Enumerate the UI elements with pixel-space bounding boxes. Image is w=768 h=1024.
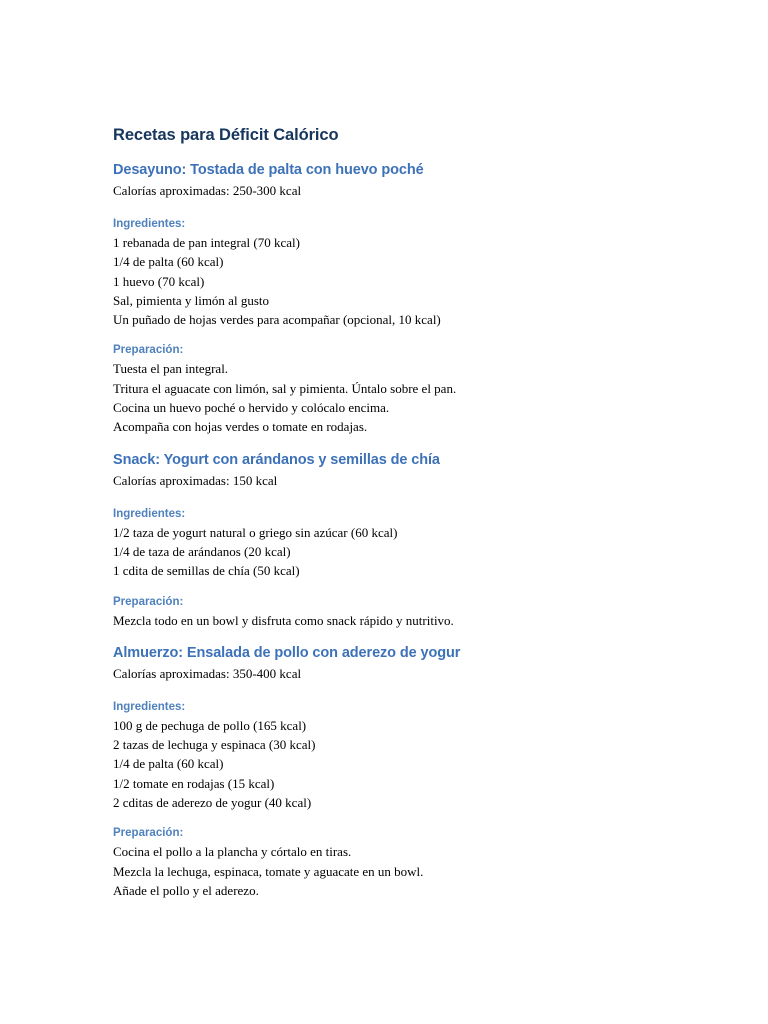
recipe-heading: Snack: Yogurt con arándanos y semillas de chía — [113, 451, 440, 468]
recipe-snack — [113, 449, 673, 630]
ingredient-item: 1/2 taza de yogurt natural o griego sin azúcar (60 kcal) — [113, 524, 398, 540]
recipe-calories: Calorías aproximadas: 150 kcal — [113, 472, 278, 488]
preparation-step: Tuesta el pan integral. — [113, 361, 229, 377]
recipe-lunch — [113, 642, 673, 900]
ingredient-item: 1 rebanada de pan integral (70 kcal) — [113, 235, 300, 250]
preparation-step: Acompaña con hojas verdes o tomate en rodajas. — [113, 419, 368, 435]
preparation-list — [113, 611, 673, 630]
ingredient-item: 1/2 tomate en rodajas (15 kcal) — [113, 775, 275, 791]
ingredient-item: 1/4 de palta (60 kcal) — [113, 254, 224, 270]
preparation-step: Cocina el pollo a la plancha y córtalo en tiras. — [113, 844, 352, 860]
preparation-heading: Preparación: — [113, 595, 184, 608]
ingredient-item: 1/4 de taza de arándanos (20 kcal) — [113, 543, 291, 559]
document-title: Recetas para Déficit Calórico — [113, 126, 339, 144]
preparation-list — [113, 359, 673, 436]
preparation-step: Mezcla todo en un bowl y disfruta como snack rápido y nutritivo. — [113, 612, 454, 628]
preparation-heading: Preparación: — [113, 344, 184, 357]
ingredients-heading: Ingredientes: — [113, 700, 186, 713]
preparation-step: Cocina un huevo poché o hervido y colócalo encima. — [113, 400, 390, 416]
ingredients-list — [113, 523, 673, 581]
preparation-step: Mezcla la lechuga, espinaca, tomate y aguacate en un bowl. — [113, 863, 424, 879]
ingredients-heading: Ingredientes: — [113, 218, 186, 230]
ingredient-item: 2 cditas de aderezo de yogur (40 kcal) — [113, 795, 312, 811]
ingredient-item: 1 huevo (70 kcal) — [113, 273, 205, 289]
recipe-heading: Desayuno: Tostada de palta con huevo poché — [113, 162, 424, 178]
preparation-list — [113, 842, 673, 900]
preparation-step: Tritura el aguacate con limón, sal y pimienta. Úntalo sobre el pan. — [113, 380, 457, 396]
ingredient-item: 2 tazas de lechuga y espinaca (30 kcal) — [113, 737, 316, 753]
recipe-breakfast — [113, 159, 673, 437]
ingredients-heading: Ingredientes: — [113, 507, 186, 520]
preparation-heading: Preparación: — [113, 827, 184, 840]
preparation-step: Añade el pollo y el aderezo. — [113, 882, 259, 898]
ingredient-item: 1/4 de palta (60 kcal) — [113, 756, 224, 772]
recipe-heading: Almuerzo: Ensalada de pollo con aderezo de yogur — [113, 644, 461, 661]
ingredient-item: Sal, pimienta y limón al gusto — [113, 292, 269, 308]
ingredients-list — [113, 716, 673, 812]
document-page — [113, 122, 673, 900]
ingredient-item: 1 cdita de semillas de chía (50 kcal) — [113, 563, 300, 579]
ingredients-list — [113, 233, 673, 329]
ingredient-item: Un puñado de hojas verdes para acompañar (opcional, 10 kcal) — [113, 312, 441, 328]
ingredient-item: 100 g de pechuga de pollo (165 kcal) — [113, 717, 307, 733]
recipe-calories: Calorías aproximadas: 250-300 kcal — [113, 183, 302, 198]
recipe-calories: Calorías aproximadas: 350-400 kcal — [113, 665, 302, 681]
